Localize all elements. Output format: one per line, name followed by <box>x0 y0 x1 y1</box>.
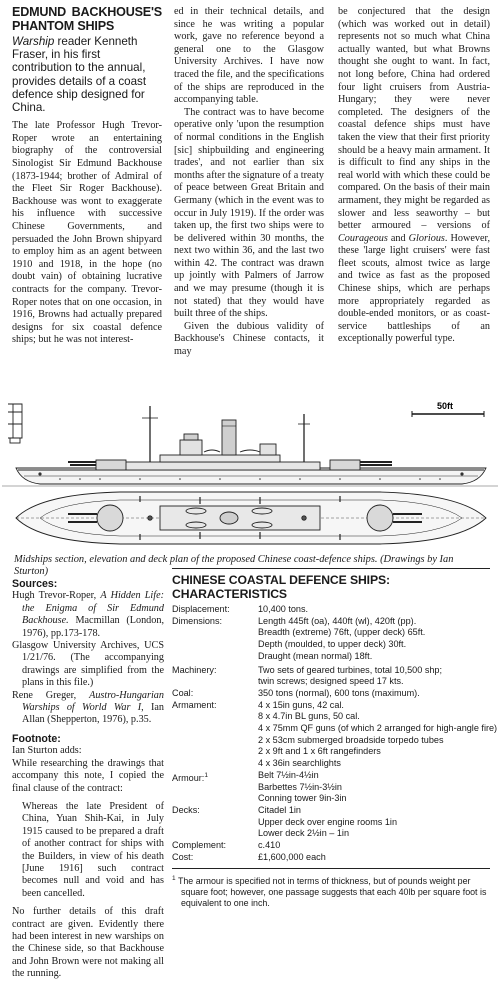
row-value: 8 x 4.7in BL guns, 50 cal. <box>258 711 360 722</box>
table-footnote: $^1$ The armour is specified not in terms of thickness, but of pounds weight per square foot; however, one passage suggests that each 40lb per square foot is equivalent to one inch. <box>172 875 487 909</box>
footnote-marker: 1 <box>204 771 208 779</box>
article-standfirst: Warship reader Kenneth Fraser, in his first contribution to the annual, provides details of a coast defence ship designed for China. <box>12 35 147 115</box>
row-label: Dimensions: <box>172 615 223 626</box>
ship-drawings <box>0 398 500 550</box>
row-value: Citadel 1in <box>258 804 301 815</box>
article-column-2 <box>174 6 324 359</box>
row-value: twin screws; designed speed 17 kts. <box>258 676 404 687</box>
article-paragraph: The contract was to have become operative only 'upon the resumption of normal conditions in the English [sic] shipbuilding and engineering trades', and not earlier than six months after the signature of a treaty of peace between Great Britain and Germany (which in the event was to occur in July 1919). If the order was taken up, the first two ships were to be delivered within 30 months, the next two within 36, and the last two within 42. The contract was drawn up jointly with Palmers of Jarrow and we may presume (though it is not stated) that they would have built three of the ships. <box>174 106 324 320</box>
ship-elevation <box>2 406 498 486</box>
row-value: Draught (mean normal) 18ft. <box>258 650 373 661</box>
article-paragraph: be conjectured that the design (which was worked out in detail) represents not so much what China actually wanted, but what Browns thought she ought to want. In fact, not long before, China had ordered four light cruisers from Austria-Hungary; they were never completed. The designers of the coastal defence ships must have taken the view that their first priority should be a heavy main armament. It is difficult to find any ships in the real world with which these could be compared. On the basis of their main armament, they might be regarded as slower and less seaworthy – but better armoured – versions of Courageous and Glorious. However, these 'large light cruisers' were fast fleet scouts, almost twice as large and twice as fast as the proposed Chinese ships, which are perhaps more appropriately regarded as double-ended monitors, or as coast-service battleships of an exceptionally powerful type. <box>338 6 490 345</box>
ship-name: Courageous <box>338 232 388 244</box>
table-row <box>172 604 490 616</box>
ship-name: Glorious <box>408 232 445 244</box>
row-value: Barbettes 7½in-3½in <box>258 781 342 792</box>
publication-name: Warship <box>12 35 55 48</box>
row-label: Decks: <box>172 804 200 815</box>
footnote-marker: 1 <box>172 875 176 883</box>
row-value: £1,600,000 each <box>258 851 326 862</box>
row-value: Lower deck 2½in – 1in <box>258 828 349 839</box>
table-row <box>172 665 490 688</box>
footnote-intro: While researching the drawings that accompany this note, I copied the final clause of the contract: <box>12 757 164 794</box>
table-row <box>172 688 490 700</box>
table-row <box>172 616 490 663</box>
article-headline: EDMUND BACKHOUSE'S PHANTOM SHIPS <box>12 5 162 33</box>
row-value: 350 tons (normal), 600 tons (maximum). <box>258 687 420 698</box>
article-column-1 <box>12 6 162 347</box>
characteristics-panel <box>172 568 498 909</box>
row-value: Breadth (extreme) 76ft, (upper deck) 65ft. <box>258 627 426 638</box>
contract-quote: Whereas the late President of China, Yuan Shih-Kai, in July 1915 caused to be prepared a draft of another contract for ships with the Builders, in view of his death [June 1916] such contract becomes null and void and has been cancelled. <box>22 800 164 899</box>
scale-label: 50ft <box>437 401 454 411</box>
characteristics-table <box>172 604 498 863</box>
footnote-heading: Footnote: <box>12 732 61 745</box>
divider <box>172 868 490 869</box>
table-row <box>172 805 490 840</box>
table-title: CHINESE COASTAL DEFENCE SHIPS: CHARACTERISTICS <box>172 568 490 601</box>
drawing-caption: Midships section, elevation and deck plan of the proposed Chinese coast-defence ships. (Drawings by Ian Sturton) <box>14 554 454 577</box>
row-value: 2 x 9ft and 1 x 6ft rangefinders <box>258 746 381 757</box>
row-label: Armament: <box>172 699 217 710</box>
sources-and-footnote <box>12 578 164 981</box>
source-item: Hugh Trevor-Roper, A Hidden Life: the Enigma of Sir Edmund Backhouse. Macmillan (London, 1976), pp.173-178. <box>12 590 164 639</box>
article-paragraph: The late Professor Hugh Trevor-Roper wrote an entertaining biography of the controversial Sinologist Sir Edmund Backhouse (1873-1944; brother of Admiral of the Fleet Sir Roger Backhouse). Backhouse was wont to exaggerate his influence with successive Chinese Governments, and persuaded the John Brown shipyard to employ him as an agent between 1910 and 1918, in the hope (no doubt vain) of obtaining lucrative contracts for the company. Trevor-Roper notes that on one occasion, in 1916, Browns had actually prepared designs for six coastal defence ships; but he was not interest- <box>12 120 162 346</box>
source-item: Glasgow University Archives, UCS 1/21/76. (The accompanying drawings are simplified from the plans in this file.) <box>12 640 164 689</box>
scale-bar <box>412 401 484 417</box>
midships-section <box>8 404 22 443</box>
table-row <box>172 699 498 770</box>
row-label: Displacement: <box>172 604 230 614</box>
table-row <box>172 852 490 864</box>
row-value: Length 445ft (oa), 440ft (wl), 420ft (pp). <box>258 615 417 626</box>
row-label: Coal: <box>172 687 194 698</box>
row-label: Complement: <box>172 840 227 851</box>
footnote-intro: Ian Sturton adds: <box>12 745 82 757</box>
article-column-3 <box>338 6 490 346</box>
row-value: Upper deck over engine rooms 1in <box>258 816 398 827</box>
row-value: c.410 <box>258 840 281 851</box>
row-label: Armour: <box>172 772 205 783</box>
deck-plan <box>16 492 486 544</box>
row-value: Conning tower 9in-3in <box>258 793 347 804</box>
row-value: 4 x 36in searchlights <box>258 758 341 769</box>
article-paragraph: ed in their technical details, and since he was writing a popular work, gave no reference beyond a general one to the Glasgow University Archives. I have now traced the file, and the specifications of the ships are reproduced in the accompanying table. <box>174 6 324 106</box>
row-value: Belt 7½in-4½in <box>258 769 319 780</box>
sources-heading: Sources: <box>12 578 58 590</box>
row-label: Machinery: <box>172 664 217 675</box>
row-label: Cost: <box>172 851 194 862</box>
table-row <box>172 840 490 852</box>
row-value: Two sets of geared turbines, total 10,500 shp; <box>258 664 443 675</box>
row-value: 10,400 tons. <box>258 604 309 614</box>
table-row <box>172 770 490 805</box>
row-value: Depth (moulded, to upper deck) 30ft. <box>258 639 407 650</box>
ship-drawing-svg <box>0 398 500 550</box>
row-value: 4 x 15in guns, 42 cal. <box>258 699 344 710</box>
footnote-closing: No further details of this draft contract are given. Evidently there had been interest in new warships on the Chinese side, so that Backhouse and John Brown were not making all the running. <box>12 906 164 980</box>
article-paragraph: Given the dubious validity of Backhouse's Chinese contacts, it may <box>174 320 324 358</box>
row-value: 2 x 53cm submerged broadside torpedo tubes <box>258 734 444 745</box>
row-value: 4 x 75mm QF guns (of which 2 arranged for high-angle fire) <box>258 723 498 734</box>
source-item: Rene Greger, Austro-Hungarian Warships of World War I, Ian Allan (Shepperton, 1976), p.35. <box>12 689 164 726</box>
